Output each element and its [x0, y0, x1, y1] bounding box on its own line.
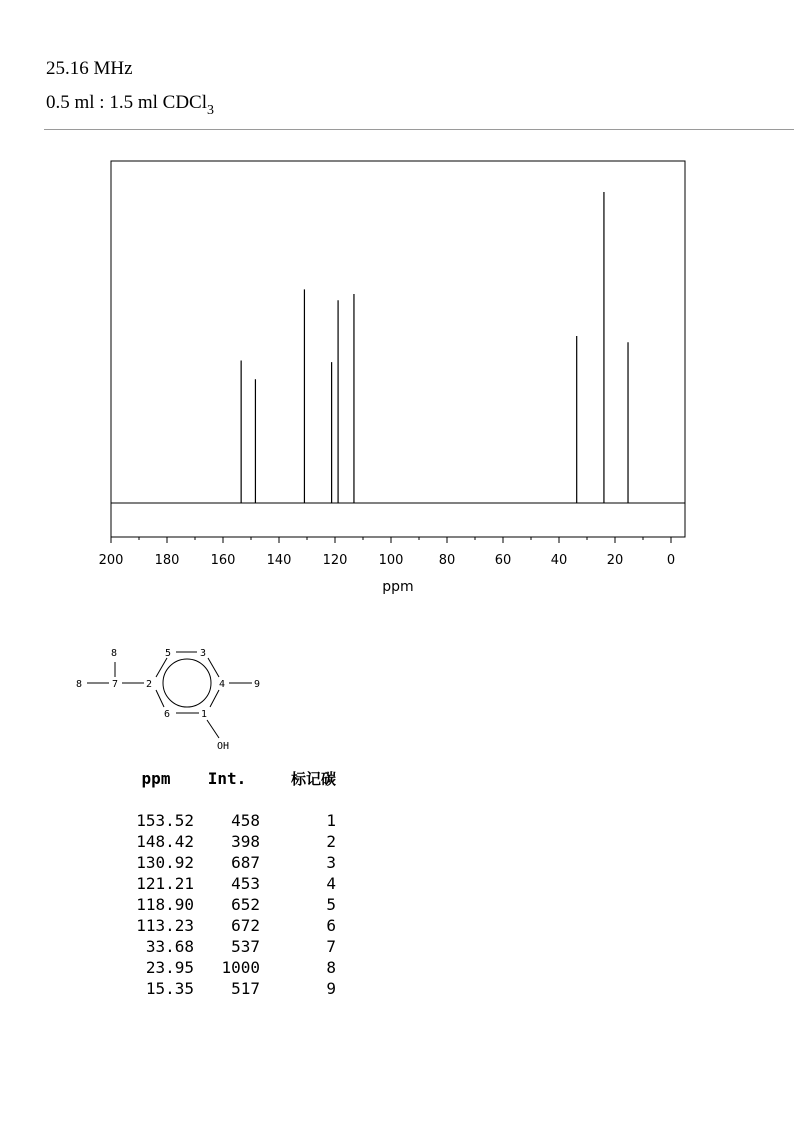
cell-intensity: 672 [231, 916, 260, 935]
bond-1-oh [207, 720, 219, 738]
solvent-subscript: 3 [207, 103, 214, 118]
atom-7: 7 [112, 679, 119, 690]
header-carbon-label: 标记碳 [290, 770, 336, 788]
atom-4: 4 [219, 679, 226, 690]
table-row [118, 936, 336, 957]
table-row [118, 873, 336, 894]
structure-bonds [87, 652, 252, 738]
bond-3-4 [208, 658, 219, 677]
x-axis-title: ppm [382, 579, 414, 595]
cell-ppm: 113.23 [136, 916, 194, 935]
bond-1-4 [210, 690, 219, 707]
cell-carbon: 3 [326, 853, 336, 872]
bond-2-5 [156, 658, 167, 677]
aromatic-ring-circle [163, 659, 211, 707]
table-row [118, 831, 336, 852]
cell-intensity: 517 [231, 979, 260, 998]
x-tick-label: 20 [606, 553, 624, 568]
x-tick-label: 100 [378, 553, 404, 568]
cell-intensity: 537 [231, 937, 260, 956]
peaks [241, 192, 628, 503]
cell-intensity: 1000 [221, 958, 260, 977]
x-tick-label: 60 [494, 553, 512, 568]
x-tick-label: 80 [438, 553, 456, 568]
atom-2: 2 [146, 679, 153, 690]
table-row [118, 915, 336, 936]
x-tick-label: 40 [550, 553, 568, 568]
atom-6: 6 [164, 709, 171, 720]
cell-ppm: 148.42 [136, 832, 194, 851]
x-tick-label: 160 [210, 553, 236, 568]
spectrometer-frequency: 25.16 MHz [46, 58, 133, 79]
atom-9: 9 [254, 679, 261, 690]
peak-table [118, 768, 336, 999]
x-axis-ticks [99, 537, 676, 568]
cell-carbon: 2 [326, 832, 336, 851]
cell-ppm: 121.21 [136, 874, 194, 893]
atom-8-left: 8 [76, 679, 83, 690]
plot-frame [111, 161, 685, 537]
cell-carbon: 8 [326, 958, 336, 977]
cell-intensity: 398 [231, 832, 260, 851]
cell-carbon: 1 [326, 811, 336, 830]
atom-oh: OH [217, 741, 230, 752]
table-row [118, 810, 336, 831]
atom-1: 1 [201, 709, 208, 720]
x-tick-label: 140 [266, 553, 292, 568]
x-tick-label: 120 [322, 553, 348, 568]
header-ppm: ppm [141, 769, 171, 788]
cell-carbon: 4 [326, 874, 336, 893]
cell-ppm: 153.52 [136, 811, 194, 830]
header-intensity: Int. [207, 769, 247, 788]
cell-carbon: 6 [326, 916, 336, 935]
solvent-text: 0.5 ml : 1.5 ml CDCl [46, 92, 207, 113]
cell-ppm: 118.90 [136, 895, 194, 914]
cell-carbon: 5 [326, 895, 336, 914]
peak-table-header [118, 768, 336, 789]
atom-5: 5 [165, 648, 172, 659]
cell-intensity: 453 [231, 874, 260, 893]
cell-intensity: 687 [231, 853, 260, 872]
cell-carbon: 9 [326, 979, 336, 998]
table-row [118, 978, 336, 999]
cell-carbon: 7 [326, 937, 336, 956]
cell-ppm: 33.68 [145, 937, 194, 956]
x-tick-label: 180 [154, 553, 180, 568]
cell-intensity: 458 [231, 811, 260, 830]
table-row [118, 957, 336, 978]
atom-3: 3 [200, 648, 207, 659]
cell-intensity: 652 [231, 895, 260, 914]
table-spacer [118, 789, 336, 810]
cell-ppm: 130.92 [136, 853, 194, 872]
atom-8-top: 8 [111, 648, 118, 659]
x-tick-label: 0 [666, 553, 676, 568]
x-tick-label: 200 [98, 553, 124, 568]
cell-ppm: 15.35 [145, 979, 194, 998]
table-row [118, 852, 336, 873]
bond-2-6 [156, 690, 164, 707]
cell-ppm: 23.95 [145, 958, 194, 977]
table-row [118, 894, 336, 915]
